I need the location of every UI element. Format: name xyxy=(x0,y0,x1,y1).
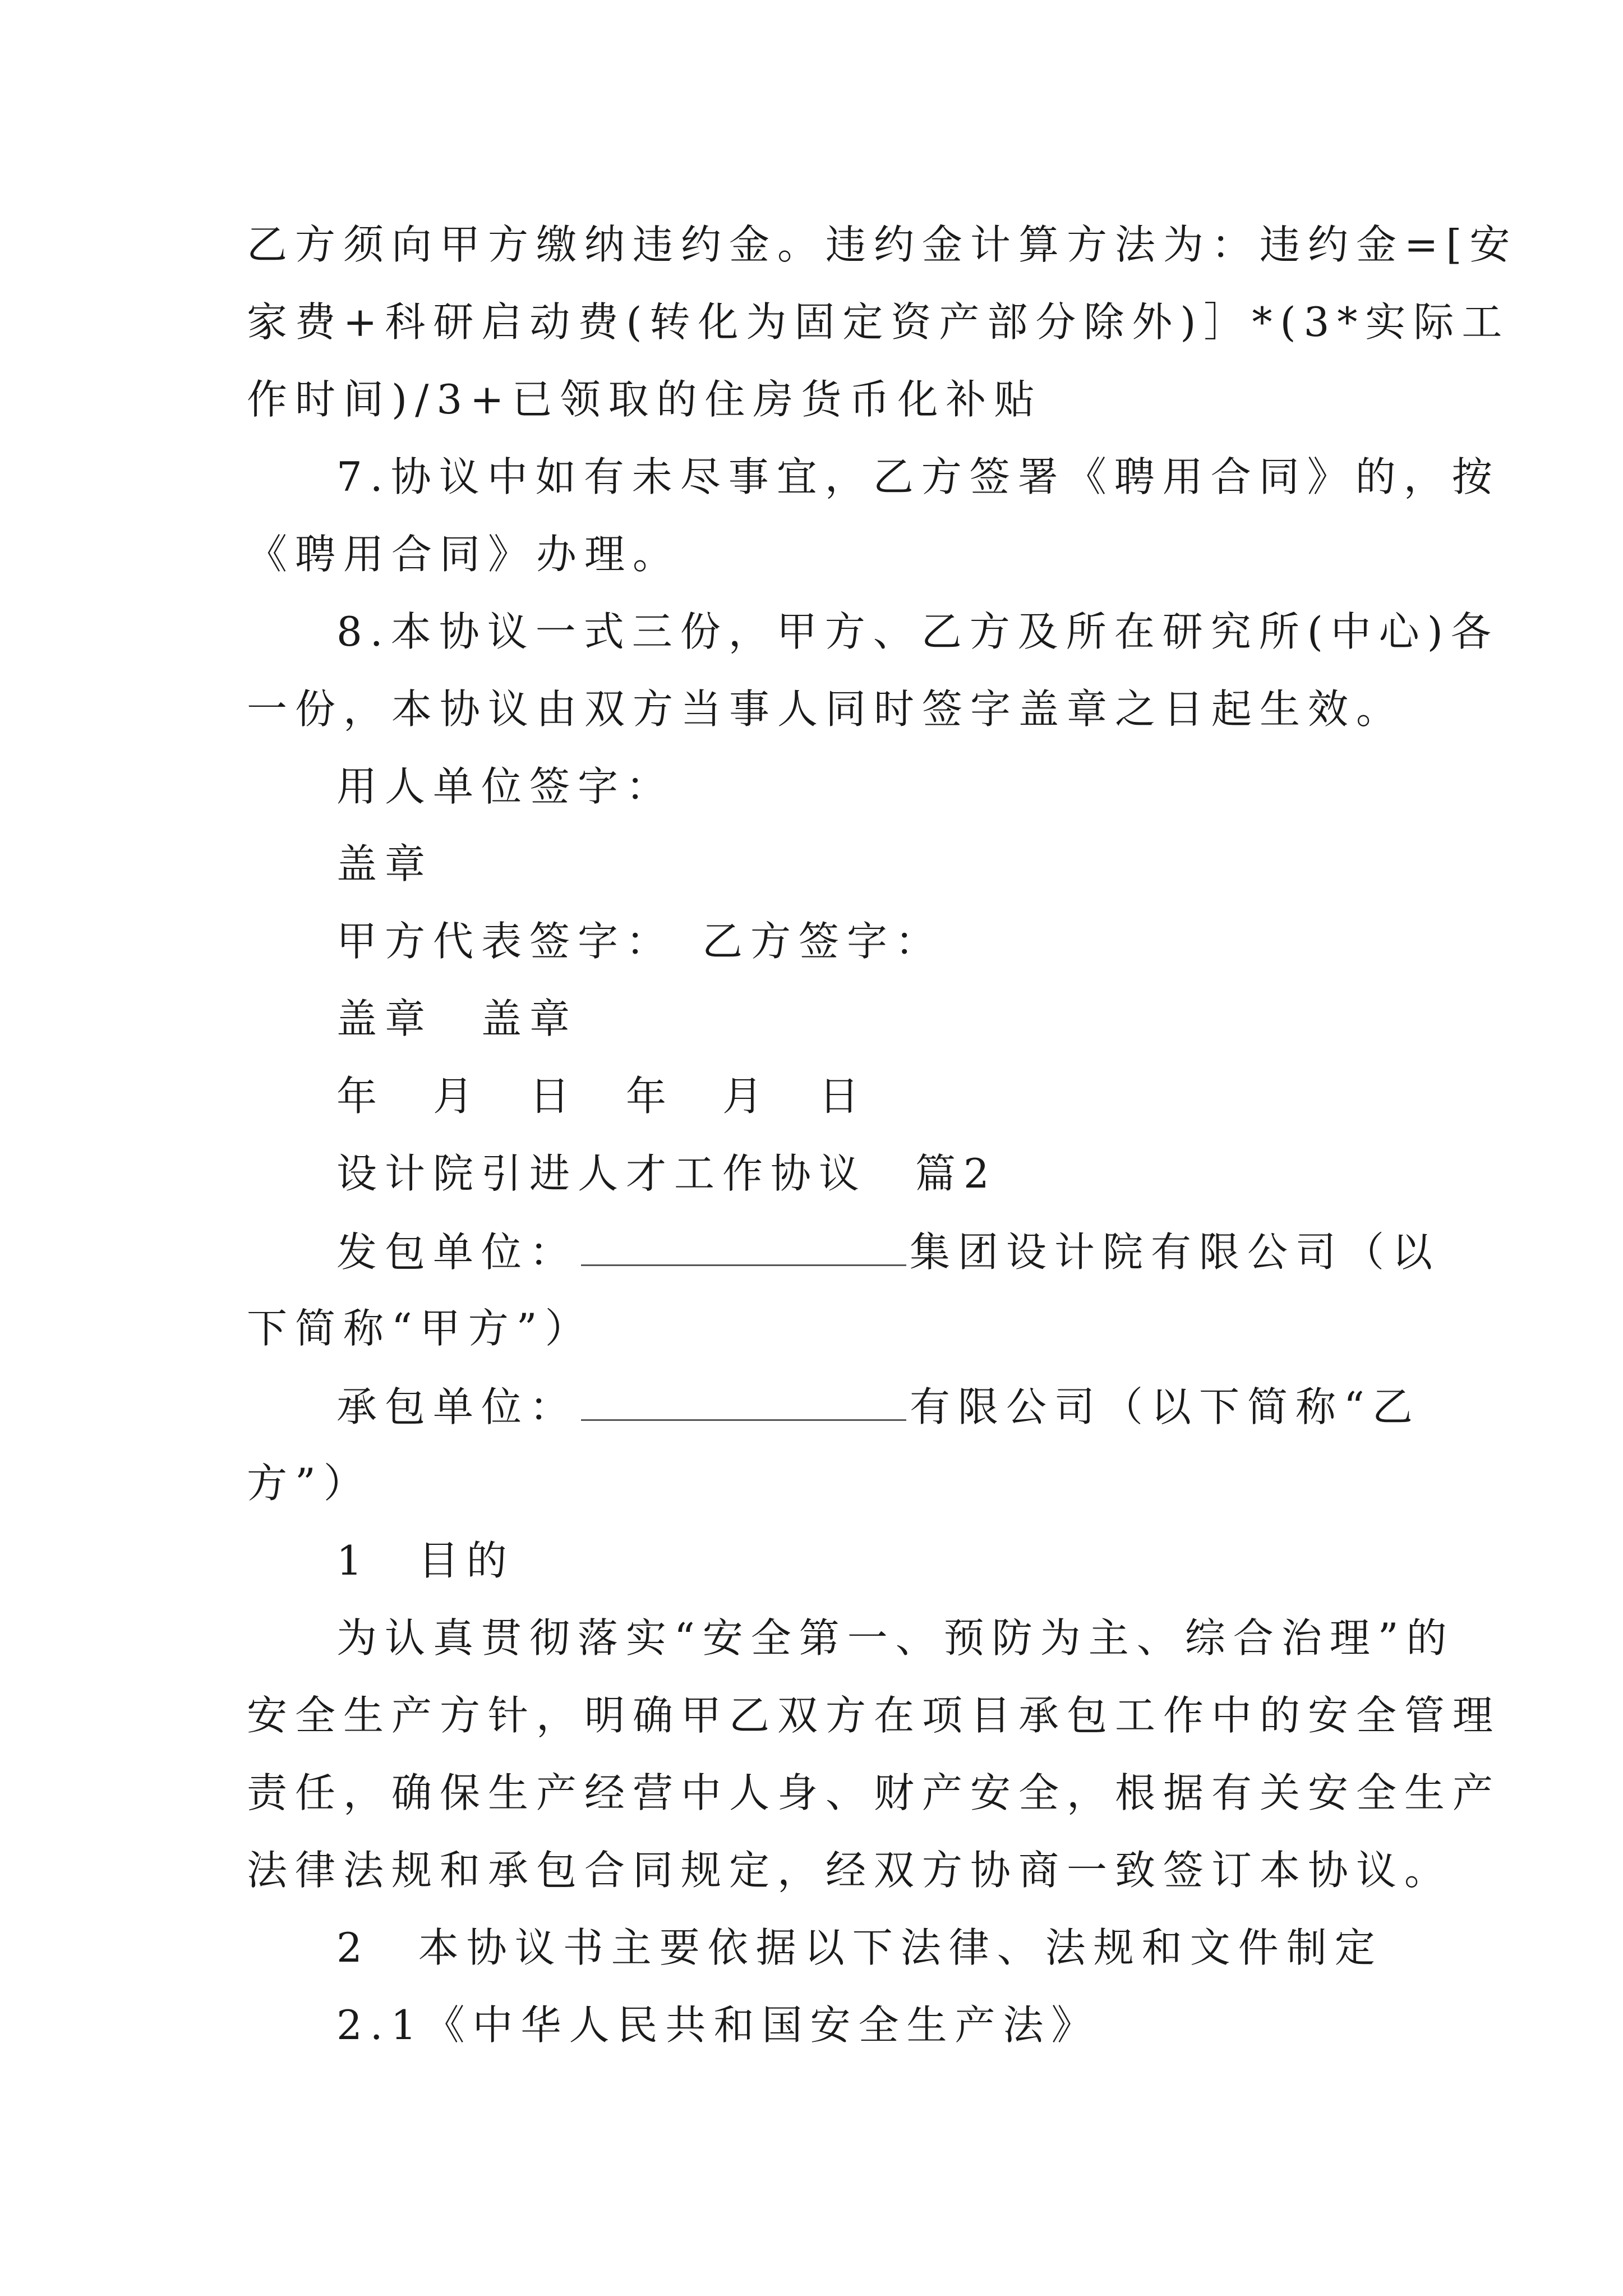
heading-purpose: 1 目的 xyxy=(336,1537,515,1584)
date-labels: 年 月 日 年 月 日 xyxy=(336,1073,868,1120)
contractor-name: 有限公司（以下简称“乙 xyxy=(910,1383,1421,1430)
issuer-label: 发包单位： xyxy=(336,1228,578,1276)
contractor-blank xyxy=(581,1386,906,1421)
paragraph-line: 安全生产方针，明确甲乙双方在项目承包工作中的安全管理 xyxy=(247,1692,1501,1739)
paragraph-line: 方”） xyxy=(247,1460,372,1507)
issuer-name: 集团设计院有限公司（以 xyxy=(910,1228,1441,1276)
paragraph-line: 一份，本协议由双方当事人同时签字盖章之日起生效。 xyxy=(247,685,1405,733)
paragraph-line: 下简称“甲方”） xyxy=(247,1305,593,1352)
paragraph-line: 责任，确保生产经营中人身、财产安全，根据有关安全生产 xyxy=(247,1769,1501,1816)
contractor-issuer-line xyxy=(336,1228,1441,1276)
paragraph-line: 乙方须向甲方缴纳违约金。违约金计算方法为：违约金=[安 xyxy=(247,221,1518,268)
paragraph-line: 家费+科研启动费(转化为固定资产部分除外)］*(3*实际工 xyxy=(247,298,1510,346)
paragraph-line: 《聘用合同》办理。 xyxy=(247,531,681,578)
paragraph-line: 作时间)/3+已领取的住房货币化补贴 xyxy=(247,376,1043,423)
clause-7-line: 7.协议中如有未尽事宜，乙方签署《聘用合同》的，按 xyxy=(336,453,1500,500)
clause-8-line: 8.本协议一式三份，甲方、乙方及所在研究所(中心)各 xyxy=(336,608,1499,655)
seal-labels: 盖章 盖章 xyxy=(336,995,578,1042)
employer-signature-label: 用人单位签字： xyxy=(336,763,675,810)
issuer-blank xyxy=(581,1231,906,1266)
section-title: 设计院引进人才工作协议 篇2 xyxy=(336,1150,997,1197)
heading-basis: 2 本协议书主要依据以下法律、法规和文件制定 xyxy=(336,1924,1383,1971)
contractor-line xyxy=(336,1383,1421,1430)
paragraph-line: 为认真贯彻落实“安全第一、预防为主、综合治理”的 xyxy=(336,1614,1455,1662)
law-item: 2.1《中华人民共和国安全生产法》 xyxy=(336,2001,1100,2049)
contractor-label: 承包单位： xyxy=(336,1383,578,1430)
seal-label: 盖章 xyxy=(336,840,434,887)
paragraph-line: 法律法规和承包合同规定，经双方协商一致签订本协议。 xyxy=(247,1847,1453,1894)
party-signature-labels: 甲方代表签字： 乙方签字： xyxy=(336,918,944,965)
